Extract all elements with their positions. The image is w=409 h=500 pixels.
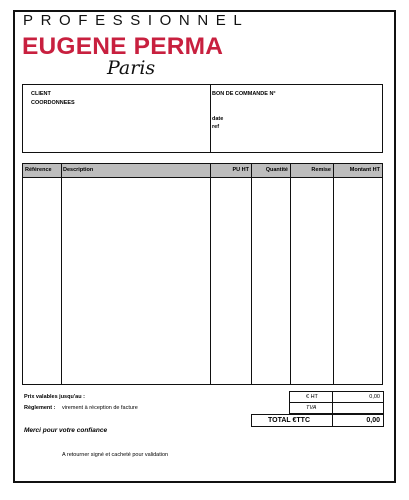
brand-name: EUGENE PERMA xyxy=(22,33,224,60)
header-quantity: Quantité xyxy=(265,167,288,173)
total-ttc-value: 0,00 xyxy=(366,417,380,424)
header-unit-price: PU HT xyxy=(232,167,249,173)
payment-value: virement à réception de facture xyxy=(62,405,138,411)
thanks-message: Merci pour votre confiance xyxy=(24,427,108,434)
ref-label: ref xyxy=(212,124,220,130)
date-label: date xyxy=(212,116,224,122)
column-divider xyxy=(333,164,334,384)
column-divider xyxy=(210,164,211,384)
total-ttc-row xyxy=(251,414,384,427)
header-reference: Référence xyxy=(25,167,52,173)
client-coords-label: COORDONNEES xyxy=(31,100,75,106)
header-amount: Montant HT xyxy=(349,167,380,173)
order-number-label: BON DE COMMANDE N° xyxy=(212,91,276,97)
brand-tagline: PROFESSIONNEL xyxy=(23,12,250,29)
validity-label: Prix valables jusqu'au : xyxy=(24,394,85,400)
client-divider xyxy=(210,85,211,152)
tva-row xyxy=(289,402,384,414)
total-ht-value: 0,00 xyxy=(369,394,380,400)
items-table xyxy=(22,163,383,385)
payment-label: Règlement : xyxy=(24,405,56,411)
return-note: A retourner signé et cacheté pour validation xyxy=(62,452,169,458)
brand-city: Paris xyxy=(107,57,156,79)
column-divider xyxy=(61,164,62,384)
total-ttc-label: TOTAL €TTC xyxy=(268,417,310,424)
total-ht-label: € HT xyxy=(306,394,318,400)
header-discount: Remise xyxy=(311,167,331,173)
tva-label: TVA xyxy=(306,405,317,411)
header-description: Description xyxy=(63,167,94,173)
column-divider xyxy=(290,164,291,384)
client-order-box xyxy=(22,84,383,153)
client-label: CLIENT xyxy=(31,91,51,97)
column-divider xyxy=(251,164,252,384)
